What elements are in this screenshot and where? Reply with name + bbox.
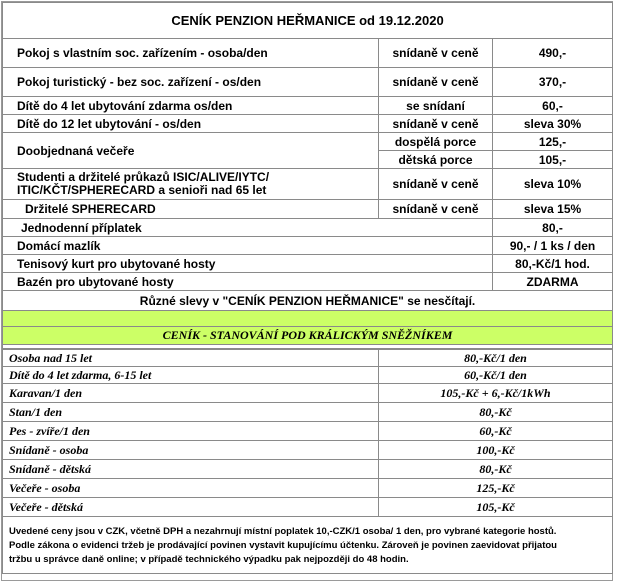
footer-line: Podle zákona o evidenci tržeb je prodávající povinen vystavit kupujícímu účtenku. Zároveň je povinen zaevidovat přijatou: [9, 540, 557, 551]
extra-label: Jednodenní příplatek: [3, 219, 493, 237]
footer-note: [3, 517, 613, 574]
camping-price: 125,-Kč: [379, 479, 613, 498]
title-row: [3, 3, 613, 39]
camping-label: Dítě do 4 let zdarma, 6-15 let: [3, 367, 379, 384]
row-label: Dítě do 4 let ubytování zdarma os/den: [3, 97, 379, 115]
extra-price: ZDARMA: [493, 273, 613, 291]
extra-row: [3, 255, 613, 273]
footer-row: [3, 517, 613, 574]
camping-label: Stan/1 den: [3, 403, 379, 422]
camping-row: [3, 350, 613, 367]
camping-title-row: [3, 327, 613, 345]
dinner-child-note: dětská porce: [379, 151, 493, 169]
row-label: Pokoj s vlastním soc. zařízením - osoba/den: [3, 39, 379, 68]
camping-price: 100,-Kč: [379, 441, 613, 460]
camping-price: 60,-Kč/1 den: [379, 367, 613, 384]
camping-title: CENÍK - STANOVÁNÍ POD KRÁLICKÝM SNĚŽNÍKEM: [3, 327, 613, 345]
camping-label: Osoba nad 15 let: [3, 350, 379, 367]
camping-price: 105,-Kč: [379, 498, 613, 517]
camping-row: [3, 441, 613, 460]
sphere-label: Držitelé SPHERECARD: [3, 200, 379, 219]
dinner-row: [3, 133, 613, 151]
footer-line: Uvedené ceny jsou v CZK, včetně DPH a nezahrnují místní poplatek 10,-CZK/1 osoba/ 1 den, pro vybrané kategorie hostů.: [9, 526, 557, 537]
green-spacer-row: [3, 311, 613, 327]
camping-price: 60,-Kč: [379, 422, 613, 441]
extra-label: Domácí mazlík: [3, 237, 493, 255]
sphere-note: snídaně v ceně: [379, 200, 493, 219]
footer-line: tržbu u správce daně online; v případě technického výpadku pak nejpozději do 48 hodin.: [9, 554, 409, 565]
dinner-label: Doobjednaná večeře: [3, 133, 379, 169]
students-row: [3, 169, 613, 200]
extra-row: [3, 273, 613, 291]
camping-row: [3, 403, 613, 422]
dinner-child-price: 105,-: [493, 151, 613, 169]
dinner-adult-price: 125,-: [493, 133, 613, 151]
extra-row: [3, 219, 613, 237]
students-label: [3, 169, 379, 200]
camping-row: [3, 460, 613, 479]
row-note: snídaně v ceně: [379, 39, 493, 68]
row-price: sleva 30%: [493, 115, 613, 133]
row-note: snídaně v ceně: [379, 115, 493, 133]
extra-price: 80,-: [493, 219, 613, 237]
camping-table: [2, 349, 613, 574]
sphere-row: [3, 200, 613, 219]
row-price: 60,-: [493, 97, 613, 115]
row-price: 370,-: [493, 68, 613, 97]
row-price: 490,-: [493, 39, 613, 68]
camping-row: [3, 498, 613, 517]
camping-price: 105,-Kč + 6,-Kč/1kWh: [379, 384, 613, 403]
students-price: sleva 10%: [493, 169, 613, 200]
camping-row: [3, 479, 613, 498]
spacer-row: [3, 345, 613, 349]
camping-price: 80,-Kč: [379, 460, 613, 479]
students-note: snídaně v ceně: [379, 169, 493, 200]
sphere-price: sleva 15%: [493, 200, 613, 219]
camping-label: Pes - zvíře/1 den: [3, 422, 379, 441]
camping-label: Večeře - osoba: [3, 479, 379, 498]
price-list-document: [1, 1, 613, 581]
extra-label: Bazén pro ubytované hosty: [3, 273, 493, 291]
camping-label: Snídaně - osoba: [3, 441, 379, 460]
price-row: [3, 68, 613, 97]
price-row: [3, 115, 613, 133]
extra-price: 90,- / 1 ks / den: [493, 237, 613, 255]
price-table: [2, 2, 613, 349]
discount-note: Různé slevy v "CENÍK PENZION HEŘMANICE" se nesčítají.: [3, 291, 613, 311]
camping-label: Večeře - dětská: [3, 498, 379, 517]
extra-price: 80,-Kč/1 hod.: [493, 255, 613, 273]
camping-row: [3, 422, 613, 441]
page-title: CENÍK PENZION HEŘMANICE od 19.12.2020: [3, 3, 613, 39]
row-note: se snídaní: [379, 97, 493, 115]
camping-price: 80,-Kč/1 den: [379, 350, 613, 367]
row-label: Dítě do 12 let ubytování - os/den: [3, 115, 379, 133]
camping-price: 80,-Kč: [379, 403, 613, 422]
discount-row: [3, 291, 613, 311]
students-label-line2: ITIC/KČT/SPHERECARD a senioři nad 65 let: [17, 183, 267, 197]
row-note: snídaně v ceně: [379, 68, 493, 97]
price-row: [3, 97, 613, 115]
extra-row: [3, 237, 613, 255]
price-row: [3, 39, 613, 68]
dinner-adult-note: dospělá porce: [379, 133, 493, 151]
camping-label: Karavan/1 den: [3, 384, 379, 403]
extra-label: Tenisový kurt pro ubytované hosty: [3, 255, 493, 273]
camping-label: Snídaně - dětská: [3, 460, 379, 479]
row-label: Pokoj turistický - bez soc. zařízení - os/den: [3, 68, 379, 97]
green-spacer: [3, 311, 613, 327]
students-label-line1: Studenti a držitelé průkazů ISIC/ALIVE/IYTC/: [17, 170, 270, 184]
camping-row: [3, 384, 613, 403]
camping-row: [3, 367, 613, 384]
